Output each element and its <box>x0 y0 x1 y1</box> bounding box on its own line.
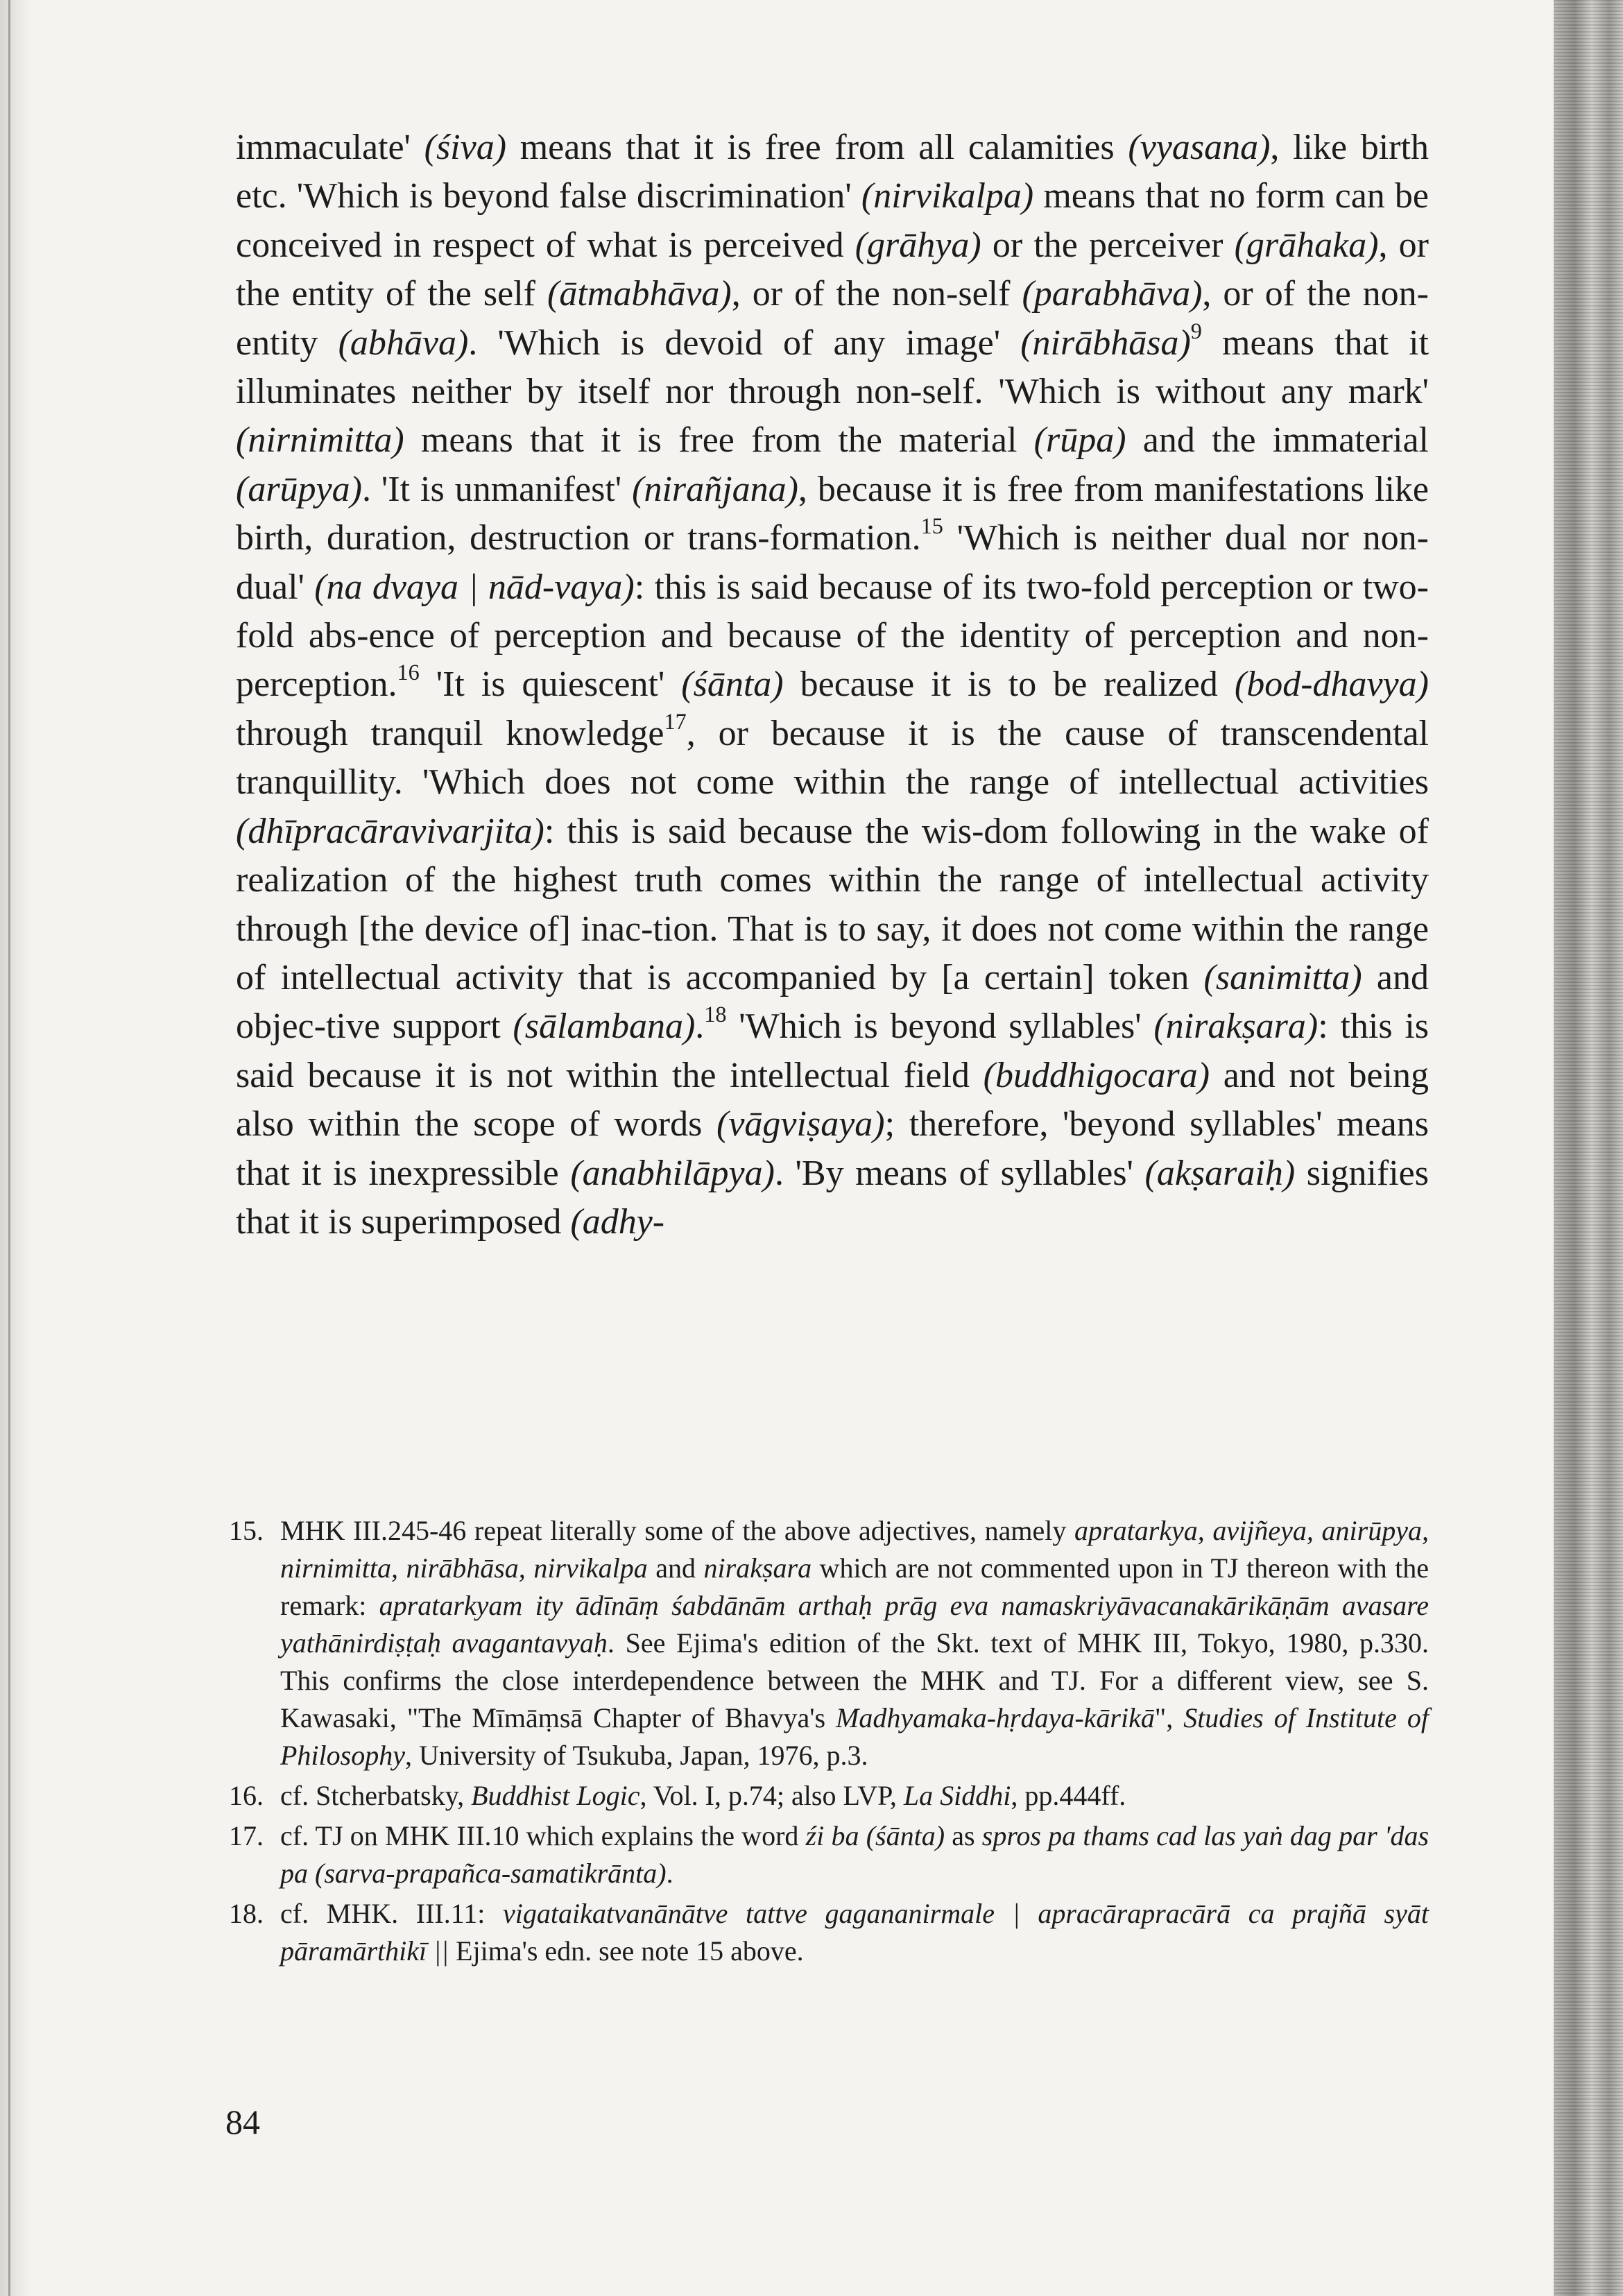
footnote-ref: 15 <box>920 513 943 539</box>
text-run: . 'By means of syllables' <box>774 1153 1145 1193</box>
italic-term: Buddhist Logic <box>471 1780 640 1811</box>
text-run: , because it is free from manifestations like birth, duration, destruction or trans-formation. <box>236 469 1429 558</box>
italic-term: (ātmabhāva) <box>547 274 732 314</box>
text-run: : this is said because of its two-fold perception or two-fold abs-ence of perception and because of the identity of perception and non-perception. <box>236 567 1429 705</box>
italic-term: nirakṣara <box>703 1552 812 1584</box>
text-run: and <box>647 1552 704 1584</box>
italic-term: (sanimitta) <box>1203 957 1362 997</box>
footnote-16 <box>229 1777 1429 1815</box>
italic-term: Madhyamaka-hṛdaya-kārikā <box>836 1702 1155 1733</box>
text-run: means that it is free from the material <box>404 420 1034 461</box>
italic-term: źi ba (śānta) <box>805 1820 945 1851</box>
footnote-text <box>280 1817 1429 1892</box>
text-run: 'Which is beyond syllables' <box>726 1006 1154 1047</box>
italic-term: (grāhaka) <box>1234 225 1379 265</box>
text-run: . <box>666 1858 673 1889</box>
text-run: cf. TJ on MHK III.10 which explains the word <box>280 1820 806 1851</box>
text-run: ; therefore, 'beyond syllables' means that it is inexpressible <box>236 1104 1429 1193</box>
text-run: 'It is quiescent' <box>419 665 682 705</box>
text-run: MHK III.245-46 repeat literally some of the above adjectives, namely <box>280 1515 1075 1546</box>
footnote-18 <box>229 1895 1429 1970</box>
text-run: means that it illuminates neither by itself nor through non-self. 'Which is without any mark' <box>236 323 1429 412</box>
italic-term: (arūpya) <box>236 469 362 509</box>
italic-term: (dhīpracāravivarjita) <box>236 811 544 851</box>
footnote-number: 15. <box>229 1515 264 1546</box>
text-run: means that no form can be conceived in respect of what is perceived <box>236 176 1429 265</box>
text-run: , or of the non-entity <box>236 274 1429 363</box>
italic-term: (buddhigocara) <box>983 1055 1210 1095</box>
text-run: because it is to be realized <box>783 665 1235 705</box>
text-run: , or because it is the cause of transcendental tranquillity. 'Which does not come within the range of intellectual activities <box>236 713 1429 803</box>
text-run: 'Which is neither dual nor non-dual' <box>236 518 1429 607</box>
italic-term: (nirābhāsa) <box>1020 323 1191 363</box>
footnote-15 <box>229 1512 1429 1774</box>
italic-term: (nirakṣara) <box>1153 1006 1319 1047</box>
text-run: , University of Tsukuba, Japan, 1976, p.3. <box>404 1740 868 1771</box>
italic-term: (vyasana) <box>1128 128 1271 167</box>
italic-term: (abhāva) <box>338 323 469 363</box>
italic-term: (vāgviṣaya) <box>716 1104 885 1145</box>
italic-term: (nirañjana) <box>632 469 798 509</box>
italic-term: (rūpa) <box>1033 420 1126 461</box>
text-run: : this is said because the wis-dom following in the wake of realization of the highest truth comes within the range of intellectual activity through [the device of] inac-tion. That is to say, it does not come within the range of intellectual activity that is accompanied by [a certain] token <box>236 811 1429 997</box>
body-paragraph <box>236 123 1429 1246</box>
text-run: through tranquil knowledge <box>236 713 664 753</box>
text-run: immaculate' <box>236 128 424 167</box>
text-run: , like birth etc. 'Which is beyond false discrimination' <box>236 128 1429 216</box>
italic-term: spros pa thams cad las yaṅ dag par 'das pa (sarva-prapañca-samatikrānta) <box>280 1820 1429 1889</box>
text-run: , or of the non-self <box>731 274 1022 314</box>
scan-left-edge <box>0 0 32 2296</box>
footnote-ref: 17 <box>664 708 687 734</box>
italic-term: La Siddhi <box>903 1780 1011 1811</box>
text-run: Ejima's edn. see note 15 above. <box>449 1935 804 1967</box>
italic-term: (nirnimitta) <box>236 420 404 461</box>
text-run: and not being also within the scope of words <box>236 1055 1429 1145</box>
scan-binding-line <box>8 0 10 2296</box>
scan-right-edge <box>1554 0 1623 2296</box>
text-run: . <box>695 1006 705 1047</box>
footnote-number: 17. <box>229 1820 264 1851</box>
page-number: 84 <box>225 2102 260 2141</box>
text-run: or the perceiver <box>981 225 1235 265</box>
text-run: , Vol. I, p.74; also LVP, <box>639 1780 904 1811</box>
footnote-number: 18. <box>229 1898 264 1929</box>
text-run: cf. MHK. III.11: <box>280 1898 504 1929</box>
text-run: , pp.444ff. <box>1011 1780 1126 1811</box>
italic-term: Studies of Institute of Philosophy <box>280 1702 1429 1771</box>
text-run: , or the entity of the self <box>236 225 1429 314</box>
italic-term: (na dvaya | nād-vaya) <box>314 567 635 607</box>
italic-term: (nirvikalpa) <box>861 176 1034 216</box>
footnote-17 <box>229 1817 1429 1892</box>
italic-term: (śiva) <box>424 128 507 167</box>
text-run: which are not commented upon in TJ thereon with the remark: <box>280 1552 1429 1621</box>
italic-term: (grāhya) <box>855 225 981 265</box>
text-run: : this is said because it is not within the intellectual field <box>236 1006 1429 1095</box>
text-run: . 'It is unmanifest' <box>361 469 633 509</box>
text-run: signifies that it is superimposed <box>236 1153 1429 1242</box>
text-run: ", <box>1154 1702 1184 1733</box>
footnote-ref: 16 <box>397 660 420 685</box>
footnote-text <box>280 1777 1429 1815</box>
footnote-text <box>280 1895 1429 1970</box>
text-run: . 'Which is devoid of any image' <box>468 323 1021 363</box>
italic-term: (bod-dhavya) <box>1234 665 1429 705</box>
italic-term: vigataikatvanānātve tattve gagananirmale | apracārapracārā ca prajñā syāt pāramārthikī || <box>280 1898 1429 1967</box>
italic-term: apratarkya, avijñeya, anirūpya, nirnimitta, nirābhāsa, nirvikalpa <box>280 1515 1429 1584</box>
text-run: and objec-tive support <box>236 957 1429 1047</box>
italic-term: apratarkyam ity ādīnāṃ śabdānām arthaḥ prāg eva namaskriyāvacanakārikāṇām avasare yathānirdiṣṭaḥ avagantavyaḥ <box>280 1590 1429 1659</box>
italic-term: (parabhāva) <box>1022 274 1203 314</box>
italic-term: (sālambana) <box>513 1006 696 1047</box>
footnote-number: 16. <box>229 1780 264 1811</box>
italic-term: (anabhilāpya) <box>570 1153 775 1193</box>
main-text <box>236 123 1429 1246</box>
text-run: . See Ejima's edition of the Skt. text of MHK III, Tokyo, 1980, p.330. This confirms the close interdependence between the MHK and TJ. For a different view, see S. Kawasaki, "The Mīmāṃsā Chapter of Bhavya's <box>280 1627 1429 1733</box>
text-run: cf. Stcherbatsky, <box>280 1780 472 1811</box>
italic-term: (akṣaraiḥ) <box>1144 1153 1296 1193</box>
footnote-text <box>280 1512 1429 1774</box>
text-run: means that it is free from all calamities <box>506 128 1128 167</box>
footnote-ref: 9 <box>1190 318 1202 343</box>
italic-term: (śānta) <box>681 665 784 705</box>
text-run: as <box>945 1820 982 1851</box>
text-run: and the immaterial <box>1126 420 1429 461</box>
footnotes <box>229 1512 1429 1973</box>
footnote-ref: 18 <box>704 1002 727 1027</box>
italic-term: (adhy- <box>570 1201 665 1242</box>
